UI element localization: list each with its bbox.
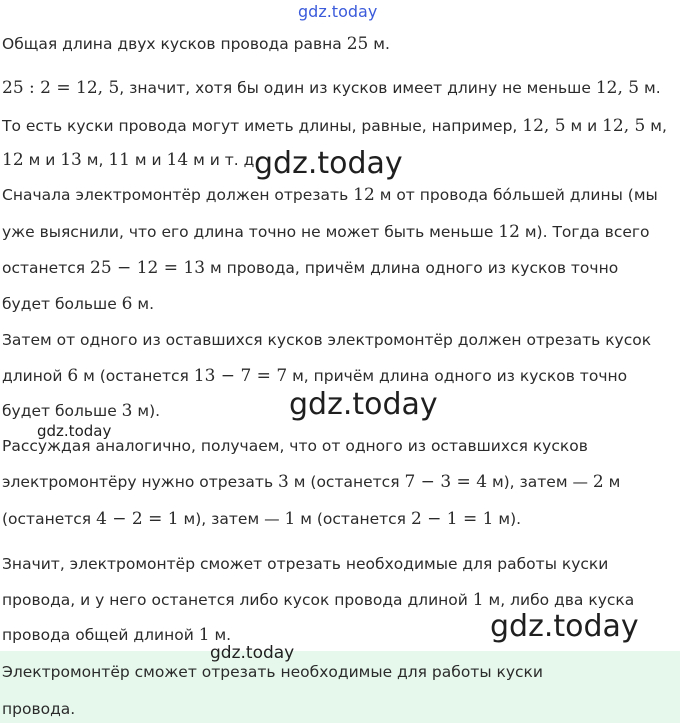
paragraph-conclusion-line2: провода, и у него останется либо кусок провода длиной 1 м, либо два куска: [2, 590, 635, 610]
watermark-top: gdz.today: [298, 2, 378, 21]
answer-line2: провода.: [2, 700, 76, 718]
paragraph-second-cut-line1: Затем от одного из оставшихся кусков электромонтёр должен отрезать кусок: [2, 331, 652, 349]
paragraph-analogy-line3: (останется 4 − 2 = 1 м), затем — 1 м (останется 2 − 1 = 1 м).: [2, 509, 522, 529]
paragraph-analogy-line1: Рассуждая аналогично, получаем, что от одного из оставшихся кусков: [2, 437, 588, 455]
paragraph-second-cut-line2: длиной 6 м (останется 13 − 7 = 7 м, причём длина одного из кусков точно: [2, 366, 628, 386]
paragraph-half-length: 25 : 2 = 12, 5, значит, хотя бы один из кусков имеет длину не меньше 12, 5 м.: [2, 78, 661, 98]
paragraph-analogy-line2: электромонтёру нужно отрезать 3 м (останется 7 − 3 = 4 м), затем — 2 м: [2, 472, 621, 492]
paragraph-total-length: Общая длина двух кусков провода равна 25 м.: [2, 34, 390, 54]
paragraph-first-cut-line2: уже выяснили, что его длина точно не может быть меньше 12 м). Тогда всего: [2, 222, 650, 242]
paragraph-conclusion-line1: Значит, электромонтёр сможет отрезать необходимые для работы куски: [2, 555, 609, 573]
paragraph-conclusion-line3: провода общей длиной 1 м.: [2, 625, 232, 645]
watermark-big-3: gdz.today: [490, 609, 639, 644]
paragraph-first-cut-line1: Сначала электромонтёр должен отрезать 12 м от провода бóльшей длины (мы: [2, 185, 658, 205]
watermark-big-1: gdz.today: [254, 146, 403, 181]
watermark-small-1: gdz.today: [37, 422, 112, 440]
paragraph-first-cut-line4: будет больше 6 м.: [2, 294, 155, 314]
paragraph-second-cut-line3: будет больше 3 м).: [2, 401, 161, 421]
paragraph-examples-line1: То есть куски провода могут иметь длины, равные, например, 12, 5 м и 12, 5 м,: [2, 116, 667, 136]
answer-line1: Электромонтёр сможет отрезать необходимые для работы куски: [2, 663, 543, 681]
watermark-big-2: gdz.today: [289, 387, 438, 422]
paragraph-examples-line2: 12 м и 13 м, 11 м и 14 м и т. д.: [2, 150, 260, 170]
paragraph-first-cut-line3: останется 25 − 12 = 13 м провода, причём длина одного из кусков точно: [2, 258, 619, 278]
watermark-small-2: gdz.today: [210, 643, 295, 663]
